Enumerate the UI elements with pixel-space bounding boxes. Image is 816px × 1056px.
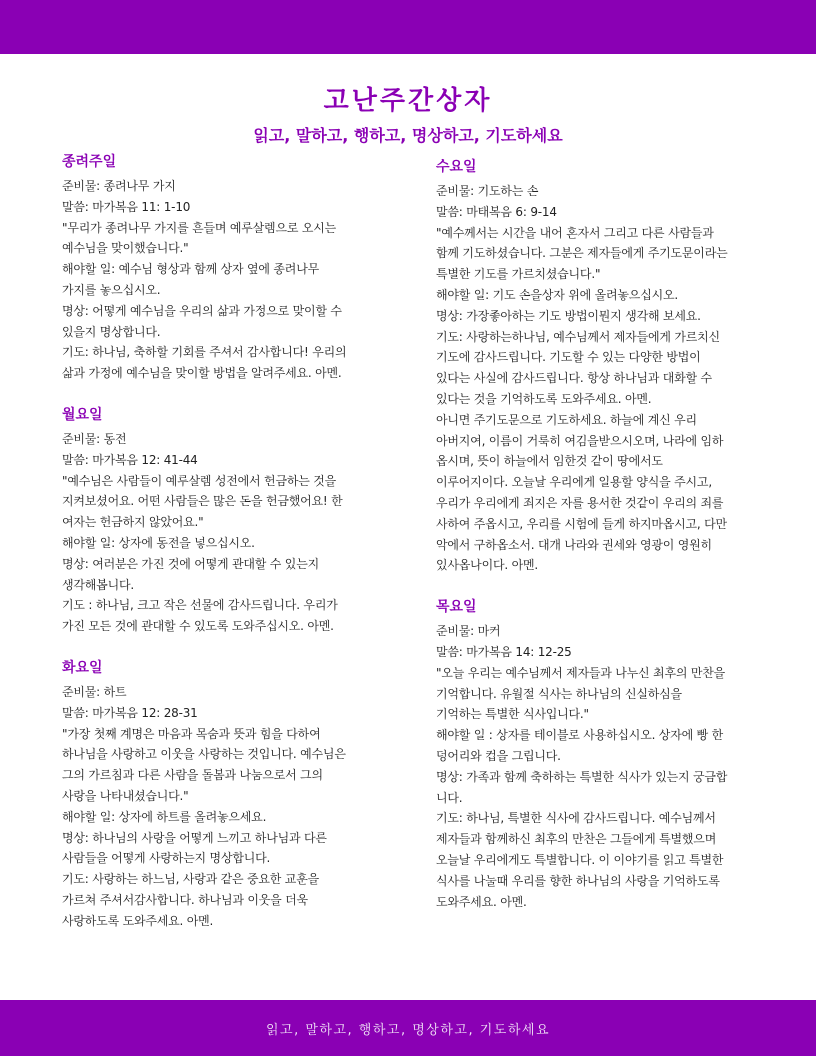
body-text-line: 아버지여, 이름이 거룩히 여김을받으시오며, 나라에 임하 — [436, 433, 724, 448]
footer-banner — [0, 1000, 816, 1056]
body-text-line: 기도: 하나님, 축하할 기회를 주셔서 감사합니다! 우리의 — [62, 345, 347, 360]
body-text-line: 명상: 가장좋아하는 기도 방법이뭔지 생각해 보세요. — [436, 308, 701, 323]
page-subtitle: 읽고, 말하고, 행하고, 명상하고, 기도하세요 — [253, 126, 563, 145]
body-text-line: 우리가 우리에게 죄지은 자를 용서한 것같이 우리의 죄를 — [436, 495, 724, 510]
body-text-line: 그의 가르침과 다른 사람을 돌봄과 나눔으로서 그의 — [62, 768, 323, 783]
day-heading: 수요일 — [436, 159, 477, 175]
day-section — [62, 405, 392, 637]
body-text-line: "예수께서는 시간을 내어 혼자서 그리고 다른 사람들과 — [436, 225, 714, 240]
body-text-line: "가장 첫째 계명은 마음과 목숨과 뜻과 힘을 다하여 — [62, 726, 321, 741]
footer-text: 읽고, 말하고, 행하고, 명상하고, 기도하세요 — [265, 1022, 551, 1038]
body-text-line: 기도 : 하나님, 크고 작은 선물에 감사드립니다. 우리가 — [62, 598, 338, 613]
body-text-line: 말씀: 마가복음 12: 41-44 — [62, 452, 198, 467]
body-text-line: 말씀: 마가복음 14: 12-25 — [436, 644, 572, 659]
body-text-line: 준비물: 종려나무 가지 — [62, 179, 176, 193]
body-text-line: "무리가 종려나무 가지를 흔들며 예루살렘으로 오시는 — [62, 220, 337, 235]
body-text-line: 준비물: 하트 — [62, 684, 127, 699]
body-text-line: 명상: 어떻게 예수님을 우리의 삶과 가정으로 맞이할 수 — [62, 303, 342, 318]
body-text-line: 가르쳐 주셔서감사합니다. 하나님과 이웃을 더욱 — [62, 892, 308, 907]
body-text-line: 생각해봅니다. — [62, 577, 134, 592]
body-text-line: 기억합니다. 유월절 식사는 하나님의 신실하심을 — [436, 686, 682, 701]
body-text-line: 식사를 나눌때 우리를 향한 하나님의 사랑을 기억하도록 — [436, 873, 720, 888]
body-text-line: 제자들과 함께하신 최후의 만찬은 그들에게 특별했으며 — [436, 832, 717, 847]
body-text-line: 악에서 구하옵소서. 대개 나라와 권세와 영광이 영원히 — [436, 537, 712, 552]
body-text-line: 해야할 일: 기도 손을상자 위에 올려놓으십시오. — [436, 287, 678, 302]
body-text-line: 옵시며, 뜻이 하늘에서 임한것 같이 땅에서도 — [436, 454, 663, 469]
body-text-line: 있사옵나이다. 아멘. — [436, 558, 538, 573]
body-text-line: 함께 기도하셨습니다. 그분은 제자들에게 주기도문이라는 — [436, 246, 728, 261]
day-heading: 화요일 — [62, 659, 103, 676]
day-section — [436, 597, 766, 912]
body-text-line: 기도: 사랑하는 하느님, 사랑과 같은 중요한 교훈을 — [62, 872, 319, 887]
body-text-line: "예수님은 사람들이 예루살렘 성전에서 헌금하는 것을 — [62, 473, 337, 488]
page-title: 고난주간상자 — [323, 86, 493, 116]
body-text-line: 준비물: 기도하는 손 — [436, 184, 539, 198]
body-text-line: 이루어지이다. 오늘날 우리에게 일용할 양식을 주시고, — [436, 475, 712, 490]
body-text-line: 있을지 명상합니다. — [62, 324, 161, 339]
body-text-line: 가지를 놓으십시오. — [62, 282, 161, 297]
day-heading: 목요일 — [436, 599, 477, 616]
body-text-line: 오늘날 우리에게도 특별합니다. 이 이야기를 읽고 특별한 — [436, 852, 724, 867]
body-text-line: "오늘 우리는 예수님께서 제자들과 나누신 최후의 만찬을 — [436, 665, 726, 680]
body-text-line: 사랑하도록 도와주세요. 아멘. — [62, 913, 214, 928]
body-text-line: 해야할 일: 상자에 하트를 올려놓으세요. — [62, 809, 267, 824]
body-text-line: 준비물: 동전 — [62, 431, 127, 446]
body-text-line: 니다. — [436, 790, 463, 805]
right-column — [436, 157, 766, 933]
day-heading: 종려주일 — [62, 154, 117, 170]
body-text-line: 기도: 하나님, 특별한 식사에 감사드립니다. 예수님께서 — [436, 811, 716, 826]
day-section — [62, 658, 392, 932]
body-text-line: 도와주세요. 아멘. — [436, 894, 527, 909]
body-text-line: 사랑을 나타내셨습니다." — [62, 788, 189, 803]
day-heading: 월요일 — [62, 406, 103, 423]
body-text-line: 기도에 감사드립니다. 기도할 수 있는 다양한 방법이 — [436, 350, 701, 365]
body-text-line: 있다는 사실에 감사드립니다. 항상 하나님과 대화할 수 — [436, 371, 712, 386]
body-text-line: 지켜보셨어요. 어떤 사람들은 많은 돈을 헌금했어요! 한 — [62, 494, 343, 509]
body-text-line: 여자는 헌금하지 않았어요." — [62, 515, 204, 530]
left-column — [62, 152, 392, 953]
body-text-line: 준비물: 마커 — [436, 624, 501, 639]
body-text-line: 말씀: 마가복음 11: 1-10 — [62, 199, 191, 214]
body-text-line: 있다는 것을 기억하도록 도와주세요. 아멘. — [436, 391, 652, 406]
body-text-line: 말씀: 마태복음 6: 9-14 — [436, 204, 557, 219]
body-text-line: 명상: 하나님의 사랑을 어떻게 느끼고 하나님과 다른 — [62, 830, 327, 845]
body-text-line: 해야할 일: 예수님 형상과 함께 상자 옆에 종려나무 — [62, 262, 319, 277]
body-text-line: 명상: 가족과 함께 축하하는 특별한 식사가 있는지 궁금합 — [436, 769, 728, 784]
top-banner — [0, 0, 816, 54]
body-text-line: 사하여 주옵시고, 우리를 시험에 들게 하지마옵시고, 다만 — [436, 516, 727, 531]
body-text-line: 해야할 일 : 상자를 테이블로 사용하십시오. 상자에 빵 한 — [436, 728, 723, 743]
body-text-line: 기억하는 특별한 식사입니다." — [436, 707, 589, 722]
body-text-line: 사람들을 어떻게 사랑하는지 명상합니다. — [62, 851, 271, 866]
body-text-line: 덩어리와 컵을 그립니다. — [436, 748, 561, 763]
body-text-line: 명상: 여러분은 가진 것에 어떻게 관대할 수 있는지 — [62, 556, 319, 571]
body-text-line: 아니면 주기도문으로 기도하세요. 하늘에 계신 우리 — [436, 412, 697, 427]
body-text-line: 기도: 사랑하는하나님, 예수님께서 제자들에게 가르치신 — [436, 329, 720, 344]
body-text-line: 하나님을 사랑하고 이웃을 사랑하는 것입니다. 예수님은 — [62, 747, 346, 762]
day-section — [62, 152, 392, 384]
body-text-line: 예수님을 맞이했습니다." — [62, 241, 189, 256]
body-text-line: 특별한 기도를 가르치셨습니다." — [436, 267, 601, 282]
body-text-line: 삶과 가정에 예수님을 맞이할 방법을 알려주세요. 아멘. — [62, 366, 342, 381]
day-section — [436, 157, 766, 576]
body-text-line: 해야할 일: 상자에 동전을 넣으십시오. — [62, 535, 255, 550]
body-text-line: 말씀: 마가복음 12: 28-31 — [62, 705, 198, 720]
body-text-line: 가진 모든 것에 관대할 수 있도록 도와주십시오. 아멘. — [62, 619, 334, 634]
